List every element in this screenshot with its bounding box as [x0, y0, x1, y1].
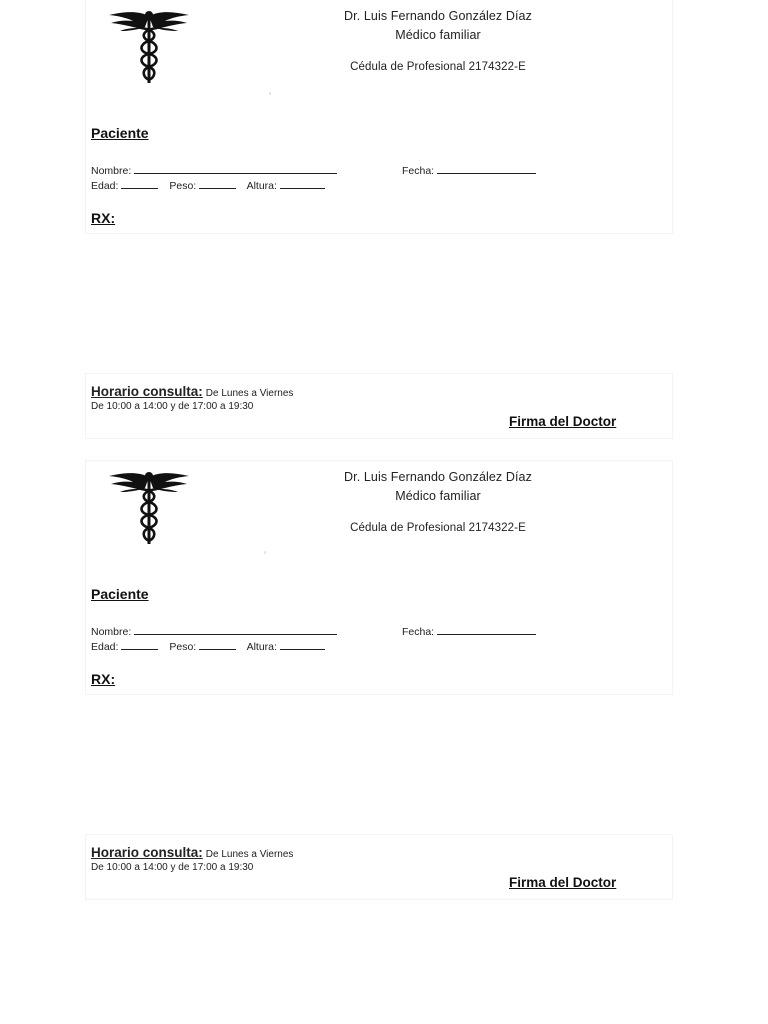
peso-label: Peso: — [169, 180, 197, 192]
fecha-blank[interactable] — [437, 625, 536, 635]
horario-label: Horario consulta: — [91, 384, 203, 399]
patient-heading: Paciente — [91, 125, 149, 141]
fecha-field[interactable] — [402, 164, 536, 177]
professional-license: Cédula de Profesional 2174322-E — [350, 522, 526, 534]
caduceus-icon — [107, 6, 191, 86]
edad-blank[interactable] — [121, 179, 158, 189]
altura-label: Altura: — [246, 180, 277, 192]
nombre-label: Nombre: — [91, 165, 132, 177]
prescription-sheet-1 — [0, 0, 768, 460]
fecha-blank[interactable] — [437, 164, 536, 174]
doctor-name: Dr. Luis Fernando González Díaz — [344, 9, 532, 23]
altura-blank[interactable] — [280, 640, 325, 650]
horario-hours: De 10:00 a 14:00 y de 17:00 a 19:30 — [91, 401, 254, 412]
fecha-label: Fecha: — [402, 165, 435, 177]
horario-days: De Lunes a Viernes — [205, 849, 294, 860]
doctor-signature-label: Firma del Doctor — [509, 414, 617, 429]
professional-license: Cédula de Profesional 2174322-E — [350, 61, 526, 73]
nombre-field[interactable] — [91, 164, 337, 177]
horario-label: Horario consulta: — [91, 845, 203, 860]
rx-heading: RX: — [91, 210, 116, 226]
peso-blank[interactable] — [199, 179, 236, 189]
rx-heading: RX: — [91, 671, 116, 687]
altura-blank[interactable] — [280, 179, 325, 189]
peso-blank[interactable] — [199, 640, 236, 650]
doctor-signature-label: Firma del Doctor — [509, 875, 617, 890]
horario-days: De Lunes a Viernes — [205, 388, 294, 399]
doctor-name: Dr. Luis Fernando González Díaz — [344, 470, 532, 484]
fecha-field[interactable] — [402, 625, 536, 638]
edad-label: Edad: — [91, 180, 119, 192]
doctor-specialty: Médico familiar — [395, 489, 481, 503]
edad-label: Edad: — [91, 641, 119, 653]
consultation-hours — [91, 844, 293, 862]
peso-label: Peso: — [169, 641, 197, 653]
altura-label: Altura: — [246, 641, 277, 653]
fecha-label: Fecha: — [402, 626, 435, 638]
edad-blank[interactable] — [121, 640, 158, 650]
nombre-label: Nombre: — [91, 626, 132, 638]
nombre-field[interactable] — [91, 625, 337, 638]
edad-peso-altura-fields — [91, 179, 325, 192]
horario-hours: De 10:00 a 14:00 y de 17:00 a 19:30 — [91, 862, 254, 873]
patient-heading: Paciente — [91, 586, 149, 602]
nombre-blank[interactable] — [134, 164, 337, 174]
doctor-specialty: Médico familiar — [395, 28, 481, 42]
nombre-blank[interactable] — [134, 625, 337, 635]
scan-speck — [264, 551, 266, 554]
scan-speck — [269, 92, 271, 95]
caduceus-icon — [107, 467, 191, 547]
consultation-hours — [91, 383, 293, 401]
prescription-sheet-2 — [0, 461, 768, 921]
edad-peso-altura-fields — [91, 640, 325, 653]
